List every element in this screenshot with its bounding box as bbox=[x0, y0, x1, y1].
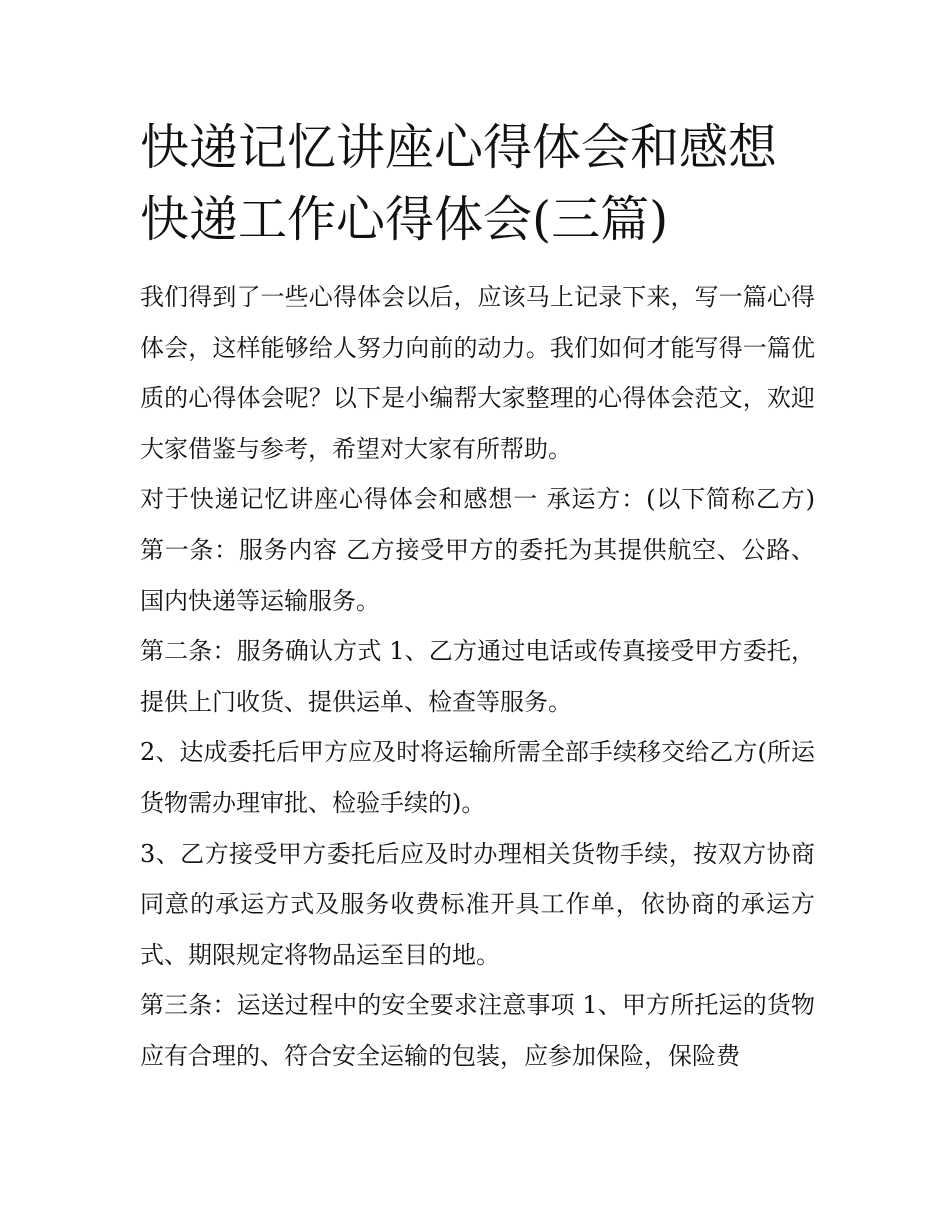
paragraph-item-2: 2、达成委托后甲方应及时将运输所需全部手续移交给乙方(所运货物需办理审批、检验手续的)。 bbox=[140, 738, 815, 817]
paragraph-article-3: 第三条：运送过程中的安全要求注意事项 1、甲方所托运的货物应有合理的、符合安全运输的包装，应参加保险，保险费 bbox=[140, 991, 815, 1070]
paragraph-article-1: 对于快递记忆讲座心得体会和感想一 承运方：(以下简称乙方) 第一条：服务内容 乙方接受甲方的委托为其提供航空、公路、国内快递等运输服务。 bbox=[140, 485, 815, 615]
paragraph-article-2: 第二条：服务确认方式 1、乙方通过电话或传真接受甲方委托，提供上门收货、提供运单、检查等服务。 bbox=[140, 637, 815, 716]
paragraph-item-3: 3、乙方接受甲方委托后应及时办理相关货物手续，按双方协商同意的承运方式及服务收费标准开具工作单，依协商的承运方式、期限规定将物品运至目的地。 bbox=[140, 839, 815, 969]
paragraph-intro: 我们得到了一些心得体会以后，应该马上记录下来，写一篇心得体会，这样能够给人努力向前的动力。我们如何才能写得一篇优质的心得体会呢？以下是小编帮大家整理的心得体会范文，欢迎大家借鉴与参考，希望对大家有所帮助。 bbox=[140, 283, 815, 463]
document-body bbox=[140, 112, 815, 1082]
document-title: 快递记忆讲座心得体会和感想快递工作心得体会(三篇) bbox=[140, 119, 778, 248]
